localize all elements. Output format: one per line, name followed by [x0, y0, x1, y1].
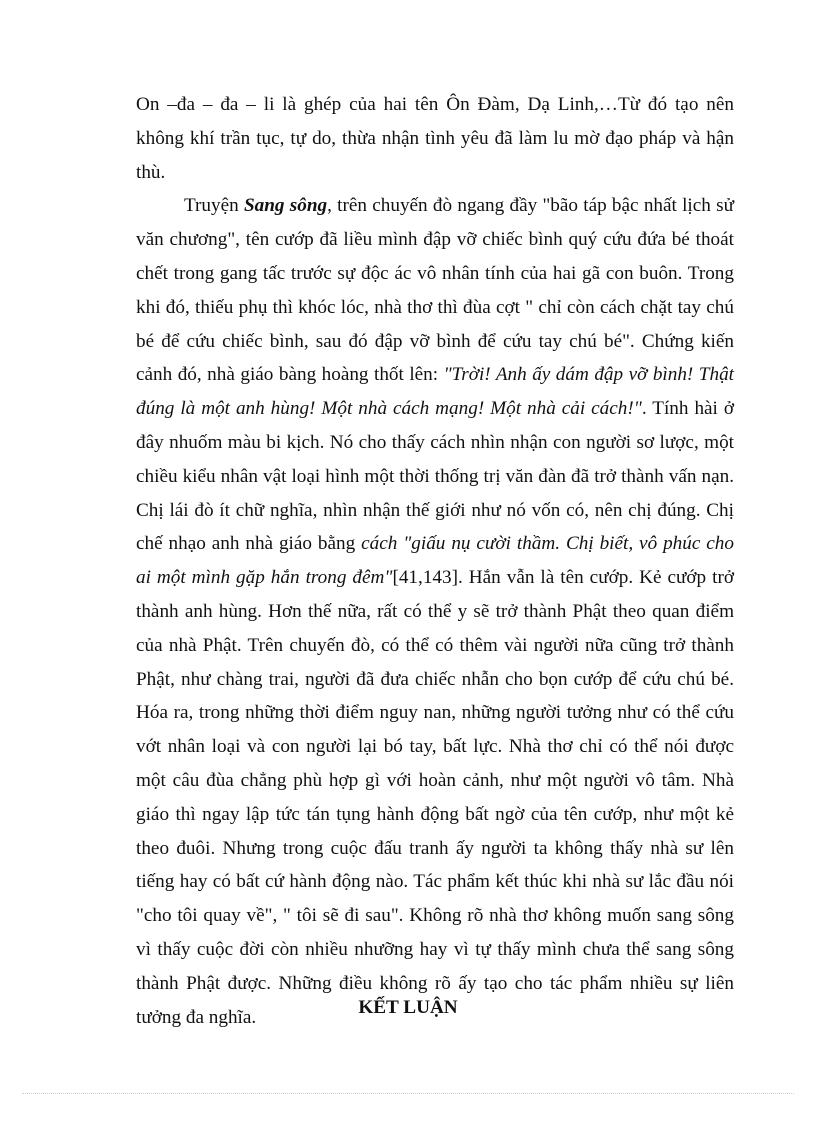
story-title: Sang sông	[244, 195, 328, 217]
paragraph-2	[136, 189, 734, 1034]
paragraph-2-text-3: [41,143]. Hắn vẫn là tên cướp. Kẻ cướp trở thành anh hùng. Hơn thế nữa, rất có thể y sẽ trở thành Phật theo quan điểm của nhà Phật. Trên chuyến đò, có thể có thêm vài người nữa cũng trở thành Phật, như chàng trai, người đã đưa chiếc nhẫn cho bọn cướp để cứu chú bé. Hóa ra, trong những thời điểm nguy nan, những người tưởng như có thể cứu vớt nhân loại và con người lại bó tay, bất lực. Nhà thơ chỉ có thể nói được một câu đùa chẳng phù hợp gì với hoàn cảnh, như một người vô tâm. Nhà giáo thì ngay lập tức tán tụng hành động bất ngờ của tên cướp, như một kẻ theo đuôi. Nhưng trong cuộc đấu tranh ấy người ta không thấy nhà sư lên tiếng hay có bất cứ hành động nào. Tác phẩm kết thúc khi nhà sư lắc đầu nói "cho tôi quay về", " tôi sẽ đi sau". Không rõ nhà thơ không muốn sang sông vì thấy cuộc đời còn nhiều nhưỡng hay vì tự thấy mình chưa thể sang sông thành Phật được. Những điều không rõ ấy tạo cho tác phẩm nhiều sự liên tưởng đa nghĩa.	[136, 567, 734, 1028]
paragraph-1: On –đa – đa – li là ghép của hai tên Ôn Đàm, Dạ Linh,…Từ đó tạo nên không khí trần tục, tự do, thừa nhận tình yêu đã làm lu mờ đạo pháp và hận thù.	[136, 94, 734, 183]
ferrywoman-quote: cách "giấu nụ cười thầm. Chị biết, vô phúc cho ai một mình gặp hắn trong đêm"	[136, 533, 734, 589]
body-text	[136, 88, 734, 1034]
paragraph-2-text-1: , trên chuyến đò ngang đầy "bão táp bậc nhất lịch sử văn chương", tên cướp đã liều mình đập vỡ chiếc bình quý cứu đứa bé thoát chết trong gang tấc trước sự độc ác vô nhân tính của hai gã con buôn. Trong khi đó, thiếu phụ thì khóc lóc, nhà thơ thì đùa cợt " chỉ còn cách chặt tay chú bé để cứu chiếc bình, sau đó đập vỡ bình để cứu tay chú bé". Chứng kiến cảnh đó, nhà giáo bàng hoàng thốt lên:	[136, 195, 734, 386]
section-heading: KẾT LUẬN	[358, 997, 458, 1018]
paragraph-2-text-2: . Tính hài ở đây nhuốm màu bi kịch. Nó cho thấy cách nhìn nhận con người sơ lược, một chiều kiểu nhân vật loại hình một thời thống trị văn đàn đã trở thành vấn nạn. Chị lái đò ít chữ nghĩa, nhìn nhận thế giới như nó vốn có, nên chị đúng. Chị chế nhạo anh nhà giáo bằng	[136, 398, 734, 555]
footer-divider	[22, 1093, 794, 1094]
paragraph-2-lead: Truyện	[184, 195, 244, 217]
teacher-quote: "Trời! Anh ấy dám đập vỡ bình! Thật đúng là một anh hùng! Một nhà cách mạng! Một nhà cải cách!"	[136, 364, 734, 420]
